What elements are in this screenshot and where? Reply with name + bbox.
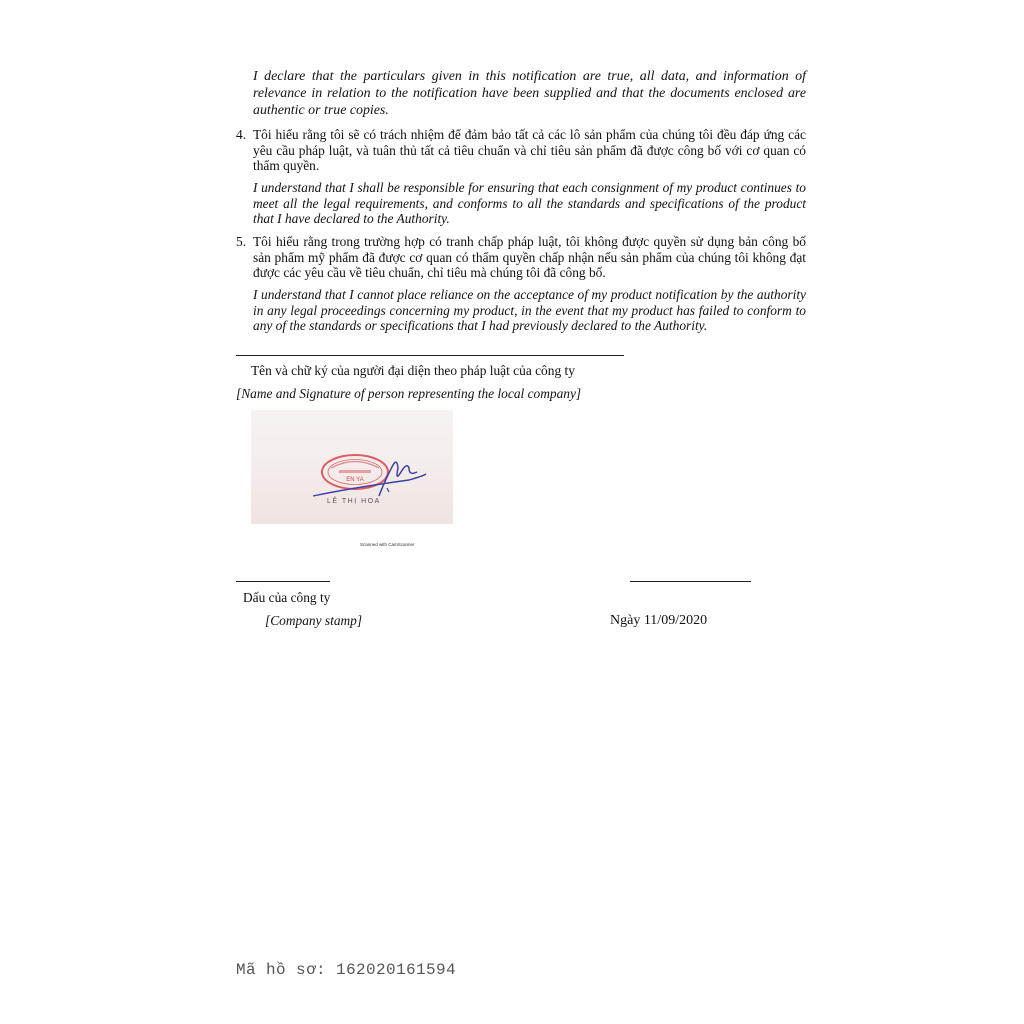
signature-image xyxy=(251,410,453,524)
scan-watermark: Scanned with CamScanner xyxy=(360,542,415,547)
stamp-text: EN YA xyxy=(346,477,364,483)
stamp-label-en: [Company stamp] xyxy=(265,613,363,628)
date-text: Ngày 11/09/2020 xyxy=(610,613,708,628)
item-5-english: I understand that I cannot place reliance on the acceptance of my product notification by the authority in any legal proceedings concerning my product, in the event that my product has failed to conform to any of the standards or specifications that I had previously declared to the Authority. xyxy=(253,287,806,334)
signature-label-vn: Tên và chữ ký của người đại diện theo pháp luật của công ty xyxy=(251,363,575,378)
item-5-vietnamese: Tôi hiểu rằng trong trường hợp có tranh chấp pháp luật, tôi không được quyền sử dụng bản công bố sản phẩm mỹ phẩm đã được cơ quan có thẩm quyền chấp nhận nếu sản phẩm của chúng tôi không đạt được các yêu cầu về tiêu chuẩn, chỉ tiêu mà chúng tôi đã công bố. xyxy=(253,234,806,281)
item-number: 5. xyxy=(236,234,247,249)
dossier-code: Mã hồ sơ: 162020161594 xyxy=(236,961,457,979)
stamp-line xyxy=(236,581,330,582)
stamp-label-vn: Dấu của công ty xyxy=(243,590,331,605)
signature-label-en: [Name and Signature of person representing the local company] xyxy=(236,386,582,401)
declaration-paragraph: I declare that the particulars given in this notification are true, all data, and information of relevance in relation to the notification have been supplied and that the documents enclosed are authentic or true copies. xyxy=(253,69,806,118)
item-4-english: I understand that I shall be responsible for ensuring that each consignment of my product continues to meet all the legal requirements, and conforms to all the standards and specifications of the product that I have declared to the Authority. xyxy=(253,180,806,227)
signature-line xyxy=(236,355,624,356)
item-number: 4. xyxy=(236,127,247,142)
item-4-vietnamese: Tôi hiểu rằng tôi sẽ có trách nhiệm để đảm bảo tất cả các lô sản phẩm của chúng tôi đều đáp ứng các yêu cầu pháp luật, và tuân thủ tất cả tiêu chuẩn và chỉ tiêu sản phẩm đã được công bố với cơ quan có thẩm quyền. xyxy=(253,127,806,174)
stamp-signature-graphic xyxy=(251,410,453,524)
signer-name: LÊ THỊ HOA xyxy=(327,498,381,505)
date-line xyxy=(630,581,751,582)
